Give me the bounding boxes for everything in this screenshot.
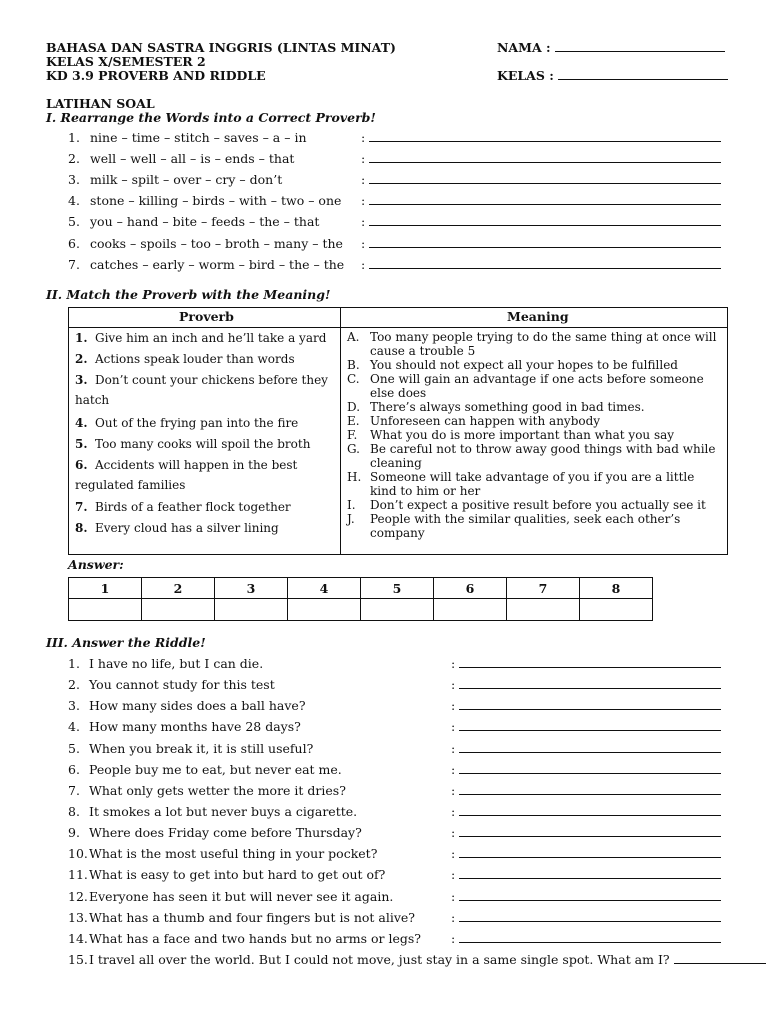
answer-line-row[interactable]: : [361, 213, 721, 231]
meaning-item: F. What you do is more important than what you say [347, 428, 675, 442]
answer-line[interactable] [369, 194, 721, 205]
list-item: 14.What has a face and two hands but no arms or legs? [68, 931, 422, 946]
answer-cell[interactable] [142, 599, 215, 621]
answer-line[interactable] [459, 868, 721, 879]
proverb-item: 8. Every cloud has a silver lining [75, 521, 279, 535]
list-item: 9. Where does Friday come before Thursday? [68, 825, 362, 840]
answer-line-row[interactable]: : [451, 845, 721, 863]
answer-line[interactable] [459, 720, 721, 731]
meaning-item: E. Unforeseen can happen with anybody [347, 414, 601, 428]
meaning-item: G. Be careful not to throw away good things with bad while cleaning [347, 442, 716, 470]
answer-line-row[interactable]: : [451, 761, 721, 779]
subject-title: BAHASA DAN SASTRA INGGRIS (LINTAS MINAT) [46, 40, 396, 55]
class-label: KELAS : [497, 68, 554, 83]
answer-line-row[interactable]: : [451, 866, 721, 884]
answer-col-header: 2 [142, 578, 215, 599]
answer-line[interactable] [459, 657, 721, 668]
answer-line-row[interactable]: : [451, 740, 721, 758]
list-item: 6. People buy me to eat, but never eat me. [68, 762, 342, 777]
answer-cell[interactable] [215, 599, 288, 621]
list-item: 15.I travel all over the world. But I could not move, just stay in a same single spot. What am I? [68, 951, 766, 969]
answer-line-row[interactable]: : [451, 909, 721, 927]
proverb-item: 6. Accidents will happen in the best regulated families [75, 458, 298, 492]
list-item: 13.What has a thumb and four fingers but is not alive? [68, 910, 416, 925]
answer-line[interactable] [459, 911, 721, 922]
answer-col-header: 8 [580, 578, 653, 599]
answer-line[interactable] [459, 805, 721, 816]
part2-title: II. Match the Proverb with the Meaning! [46, 287, 331, 302]
answer-line-row[interactable]: : [451, 930, 721, 948]
list-item: 10.What is the most useful thing in your pocket? [68, 846, 378, 861]
class-semester: KELAS X/SEMESTER 2 [46, 54, 206, 69]
meaning-item: B. You should not expect all your hopes to be fulfilled [347, 358, 678, 372]
proverb-item: 1. Give him an inch and he’ll take a yard [75, 331, 327, 345]
list-item: 5. When you break it, it is still useful? [68, 741, 314, 756]
proverb-item: 5. Too many cooks will spoil the broth [75, 437, 311, 451]
list-item: 5. you – hand – bite – feeds – the – that [68, 214, 320, 229]
list-item: 1. I have no life, but I can die. [68, 656, 264, 671]
answer-col-header: 6 [434, 578, 507, 599]
answer-line[interactable] [459, 932, 721, 943]
section-title: LATIHAN SOAL [46, 96, 155, 111]
answer-line-row[interactable]: : [451, 803, 721, 821]
answer-line-row[interactable]: : [361, 192, 721, 210]
answer-cell[interactable] [361, 599, 434, 621]
answer-col-header: 3 [215, 578, 288, 599]
list-item: 8. It smokes a lot but never buys a cigarette. [68, 804, 358, 819]
list-item: 11.What is easy to get into but hard to get out of? [68, 867, 386, 882]
list-item: 1. nine – time – stitch – saves – a – in [68, 130, 307, 145]
answer-label: Answer: [68, 557, 124, 572]
list-item: 12.Everyone has seen it but will never see it again. [68, 889, 394, 904]
class-field-row [497, 68, 728, 83]
match-table [68, 307, 728, 555]
answer-cell[interactable] [580, 599, 653, 621]
answer-cell[interactable] [69, 599, 142, 621]
answer-line-row[interactable]: : [361, 129, 721, 147]
answer-col-header: 7 [507, 578, 580, 599]
kd-title: KD 3.9 PROVERB AND RIDDLE [46, 68, 266, 83]
list-item: 2. well – well – all – is – ends – that [68, 151, 295, 166]
meaning-item: H. Someone will take advantage of you if you are a little kind to him or her [347, 470, 695, 498]
answer-table [68, 577, 653, 621]
answer-col-header: 1 [69, 578, 142, 599]
part3-title: III. Answer the Riddle! [46, 635, 206, 650]
answer-line[interactable] [674, 953, 766, 964]
meaning-item: J. People with the similar qualities, seek each other’s company [347, 512, 681, 540]
answer-line[interactable] [369, 237, 721, 248]
answer-line-row[interactable]: : [451, 697, 721, 715]
meaning-item: I. Don’t expect a positive result before you actually see it [347, 498, 706, 512]
answer-line-row[interactable]: : [361, 150, 721, 168]
meaning-item: D. There’s always something good in bad times. [347, 400, 645, 414]
answer-line-row[interactable]: : [451, 782, 721, 800]
answer-cell[interactable] [507, 599, 580, 621]
answer-line-row[interactable]: : [361, 171, 721, 189]
proverb-item: 3. Don’t count your chickens before they hatch [75, 373, 328, 407]
meaning-column-header: Meaning [507, 309, 569, 324]
answer-line[interactable] [459, 678, 721, 689]
list-item: 4. stone – killing – birds – with – two – one [68, 193, 342, 208]
list-item: 3. milk – spilt – over – cry – don’t [68, 172, 283, 187]
proverb-item: 2. Actions speak louder than words [75, 352, 295, 366]
proverb-item: 7. Birds of a feather flock together [75, 500, 291, 514]
answer-line[interactable] [369, 131, 721, 142]
answer-line[interactable] [459, 699, 721, 710]
list-item: 4. How many months have 28 days? [68, 719, 301, 734]
answer-col-header: 4 [288, 578, 361, 599]
list-item: 6. cooks – spoils – too – broth – many – the [68, 236, 343, 251]
answer-line[interactable] [459, 784, 721, 795]
answer-line-row[interactable]: : [451, 824, 721, 842]
column-divider [340, 308, 341, 554]
meaning-item: A. Too many people trying to do the same thing at once will cause a trouble 5 [347, 330, 717, 358]
name-label: NAMA : [497, 40, 551, 55]
answer-line[interactable] [369, 152, 721, 163]
answer-line-row[interactable]: : [451, 676, 721, 694]
answer-cell[interactable] [288, 599, 361, 621]
proverb-item: 4. Out of the frying pan into the fire [75, 416, 299, 430]
list-item: 7. catches – early – worm – bird – the – the [68, 257, 345, 272]
list-item: 3. How many sides does a ball have? [68, 698, 306, 713]
meaning-item: C. One will gain an advantage if one acts before someone else does [347, 372, 704, 400]
answer-line-row[interactable]: : [451, 888, 721, 906]
answer-line[interactable] [459, 890, 721, 901]
answer-table-input-row [69, 599, 653, 621]
answer-line[interactable] [369, 258, 721, 269]
answer-cell[interactable] [434, 599, 507, 621]
proverb-column-header: Proverb [179, 309, 234, 324]
answer-line[interactable] [459, 847, 721, 858]
answer-line-row[interactable]: : [361, 256, 721, 274]
list-item: 7. What only gets wetter the more it dries? [68, 783, 346, 798]
answer-line[interactable] [459, 826, 721, 837]
class-answer-line[interactable] [558, 69, 728, 80]
name-answer-line[interactable] [555, 41, 725, 52]
answer-col-header: 5 [361, 578, 434, 599]
answer-line-row[interactable]: : [451, 655, 721, 673]
answer-line[interactable] [459, 742, 721, 753]
answer-table-header-row [69, 578, 653, 599]
part1-title: I. Rearrange the Words into a Correct Proverb! [46, 110, 376, 125]
answer-line[interactable] [369, 173, 721, 184]
answer-line-row[interactable]: : [451, 718, 721, 736]
list-item: 2. You cannot study for this test [68, 677, 275, 692]
answer-line-row[interactable]: : [361, 235, 721, 253]
answer-line[interactable] [459, 763, 721, 774]
name-field-row [497, 40, 725, 55]
answer-line[interactable] [369, 215, 721, 226]
